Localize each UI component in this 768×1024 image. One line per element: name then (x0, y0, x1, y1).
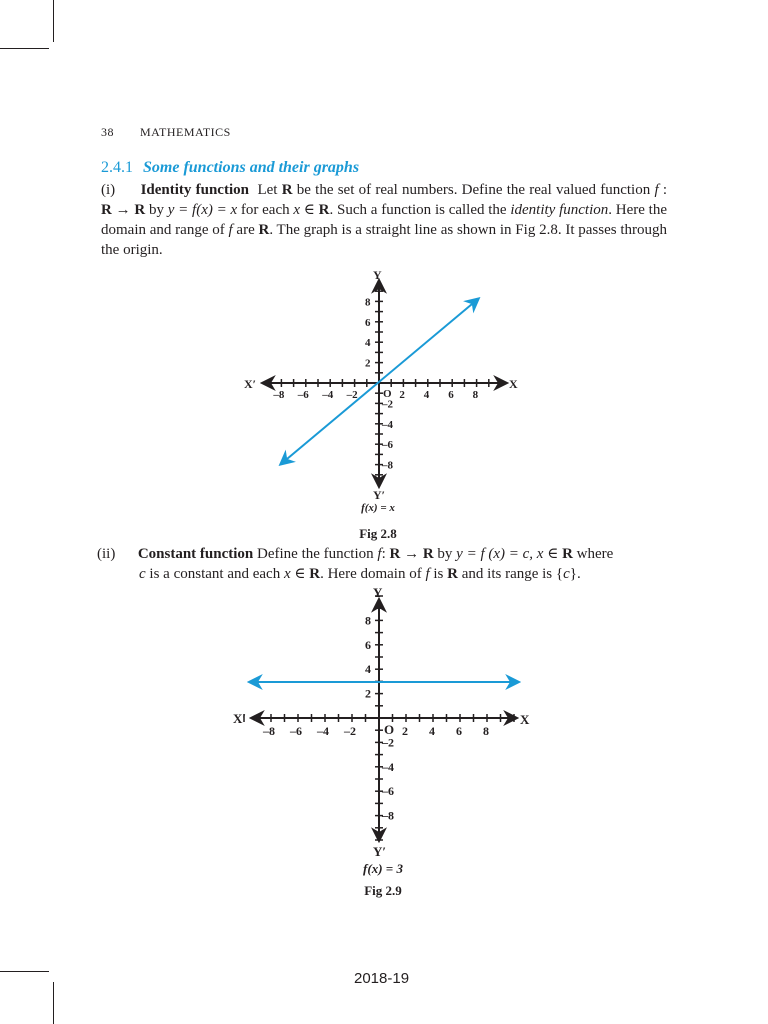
x-tick-label: –2 (346, 389, 358, 401)
x-neg-axis-label: X′ (233, 711, 247, 726)
y-tick-label: 4 (365, 337, 371, 350)
x-axis-label: X (509, 377, 518, 391)
x-tick-label: 6 (448, 389, 454, 401)
x-tick-label: 4 (423, 389, 430, 401)
y-tick-label: 8 (365, 296, 371, 309)
subject-title: MATHEMATICS (140, 125, 231, 139)
y-axis-label: Y (373, 268, 382, 282)
x-tick-label: –6 (297, 389, 309, 401)
y-tick-label: –2 (382, 735, 394, 750)
y-tick-label: –6 (382, 784, 394, 799)
x-tick-label: –6 (290, 724, 302, 738)
y-neg-axis-label: Y′ (373, 488, 386, 502)
y-neg-axis-label: Y′ (373, 844, 387, 859)
section-title: Some functions and their graphs (143, 159, 360, 176)
x-tick-label: –4 (322, 389, 334, 401)
y-tick-label: –8 (382, 808, 394, 823)
constant-paragraph: (ii) Constant function Define the function f: R → R by y = f (x) = c, x ∈ R where c is a constant and each x ∈ R. Here domain of f is R and its range is {c}. (97, 546, 614, 582)
origin-label: O (384, 722, 395, 737)
fig2-function-label: f(x) = 3 (363, 861, 403, 876)
origin-label: O (383, 388, 392, 400)
y-axis-label: Y (373, 585, 383, 600)
fig2-caption: Fig 2.9 (364, 883, 402, 898)
y-tick-label: 4 (365, 662, 371, 677)
page-number: 38 (101, 125, 114, 139)
x-tick-label: 2 (399, 389, 405, 401)
fig1-function-label: f(x) = x (361, 502, 395, 514)
y-tick-label: –4 (382, 418, 393, 431)
x-tick-label: 8 (472, 389, 479, 401)
x-tick-label: 4 (429, 724, 435, 738)
x-tick-label: 8 (483, 724, 489, 738)
constant-title: Constant function (137, 546, 254, 562)
identity-term: identity function (510, 202, 609, 218)
x-tick-label: 6 (456, 724, 462, 738)
y-tick-label: 8 (365, 613, 371, 628)
x-tick-label: –4 (317, 724, 329, 738)
y-tick-label: 6 (365, 637, 371, 652)
x-tick-label: 2 (402, 724, 408, 738)
x-axis-label: X (520, 712, 530, 727)
x-neg-axis-label: X′ (244, 377, 257, 391)
y-tick-label: –2 (382, 398, 393, 411)
y-tick-label: 2 (365, 357, 371, 370)
footer-year: 2018-19 (354, 970, 410, 987)
y-tick-label: –6 (382, 439, 393, 452)
x-tick-label: –8 (273, 389, 285, 401)
y-tick-label: –8 (382, 459, 393, 472)
y-tick-label: –4 (382, 759, 394, 774)
y-tick-label: 2 (365, 686, 371, 701)
section-number: 2.4.1 (101, 159, 133, 176)
y-tick-label: 6 (365, 316, 371, 329)
identity-title: Identity function (140, 182, 249, 198)
x-tick-label: –2 (344, 724, 356, 738)
identity-paragraph: (i) Identity function Let R be the set of real numbers. Define the real valued function f : R → R by y = f(x) = x for each x ∈ R. Such a function is called the identity function. Here the domain and range of f are R. The graph is a straight line as shown in Fig 2.8. It passes through the origin. (101, 182, 668, 258)
fig1-caption: Fig 2.8 (359, 526, 397, 541)
x-tick-label: –8 (263, 724, 275, 738)
